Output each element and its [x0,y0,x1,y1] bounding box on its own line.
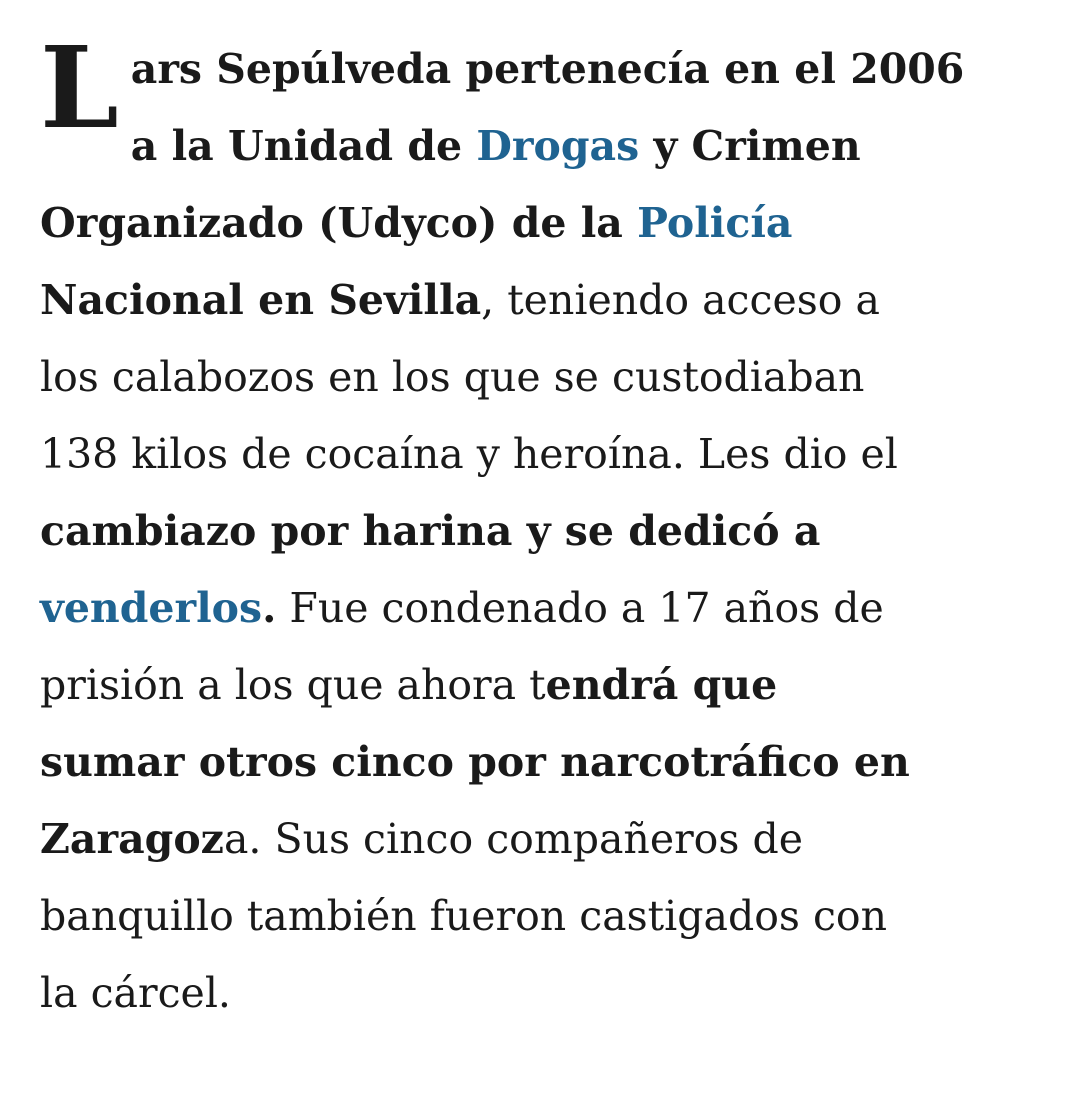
paragraph-line [40,724,1040,801]
text-span: banquillo también fueron castigados con [40,892,888,940]
drop-cap: L [40,23,119,154]
text-span: . [262,584,277,632]
text-span: Organizado (Udyco) de la [40,199,638,247]
paragraph-line [40,570,1040,647]
text-span: sumar otros cinco por narcotráfico en [40,738,910,786]
text-span: 138 kilos de cocaína y heroína. Les dio el [40,430,898,478]
paragraph-line [40,878,1040,955]
text-span: cambiazo por harina y se dedicó a [40,507,821,555]
link-venderlos[interactable]: venderlos [40,584,263,632]
text-span: Zaragoz [40,815,224,863]
text-span: endrá que [545,661,778,709]
text-span: Nacional en Sevilla [40,276,482,324]
link-drogas[interactable]: Drogas [476,122,640,170]
text-span: a la Unidad de [130,122,477,170]
text-span: a. Sus cinco compañeros de [223,815,803,863]
paragraph-line [40,955,1040,1032]
paragraph-line [40,31,1040,108]
paragraph-line [40,108,1040,185]
paragraph-line [40,339,1040,416]
text-span: ars Sepúlveda pertenecía en el 2006 [130,45,965,93]
paragraph-line [40,493,1040,570]
paragraph-line [40,416,1040,493]
link-policia[interactable]: Policía [637,199,793,247]
text-span: prisión a los que ahora t [40,661,546,709]
paragraph-line [40,262,1040,339]
paragraph-line [40,647,1040,724]
text-span: y Crimen [639,122,861,170]
paragraph-line [40,801,1040,878]
text-span: Fue condenado a 17 años de [276,584,884,632]
article-paragraph [40,23,1040,1032]
text-span: los calabozos en los que se custodiaban [40,353,865,401]
paragraph-line [40,185,1040,262]
text-span: la cárcel. [40,969,231,1017]
text-span: , teniendo acceso a [481,276,880,324]
